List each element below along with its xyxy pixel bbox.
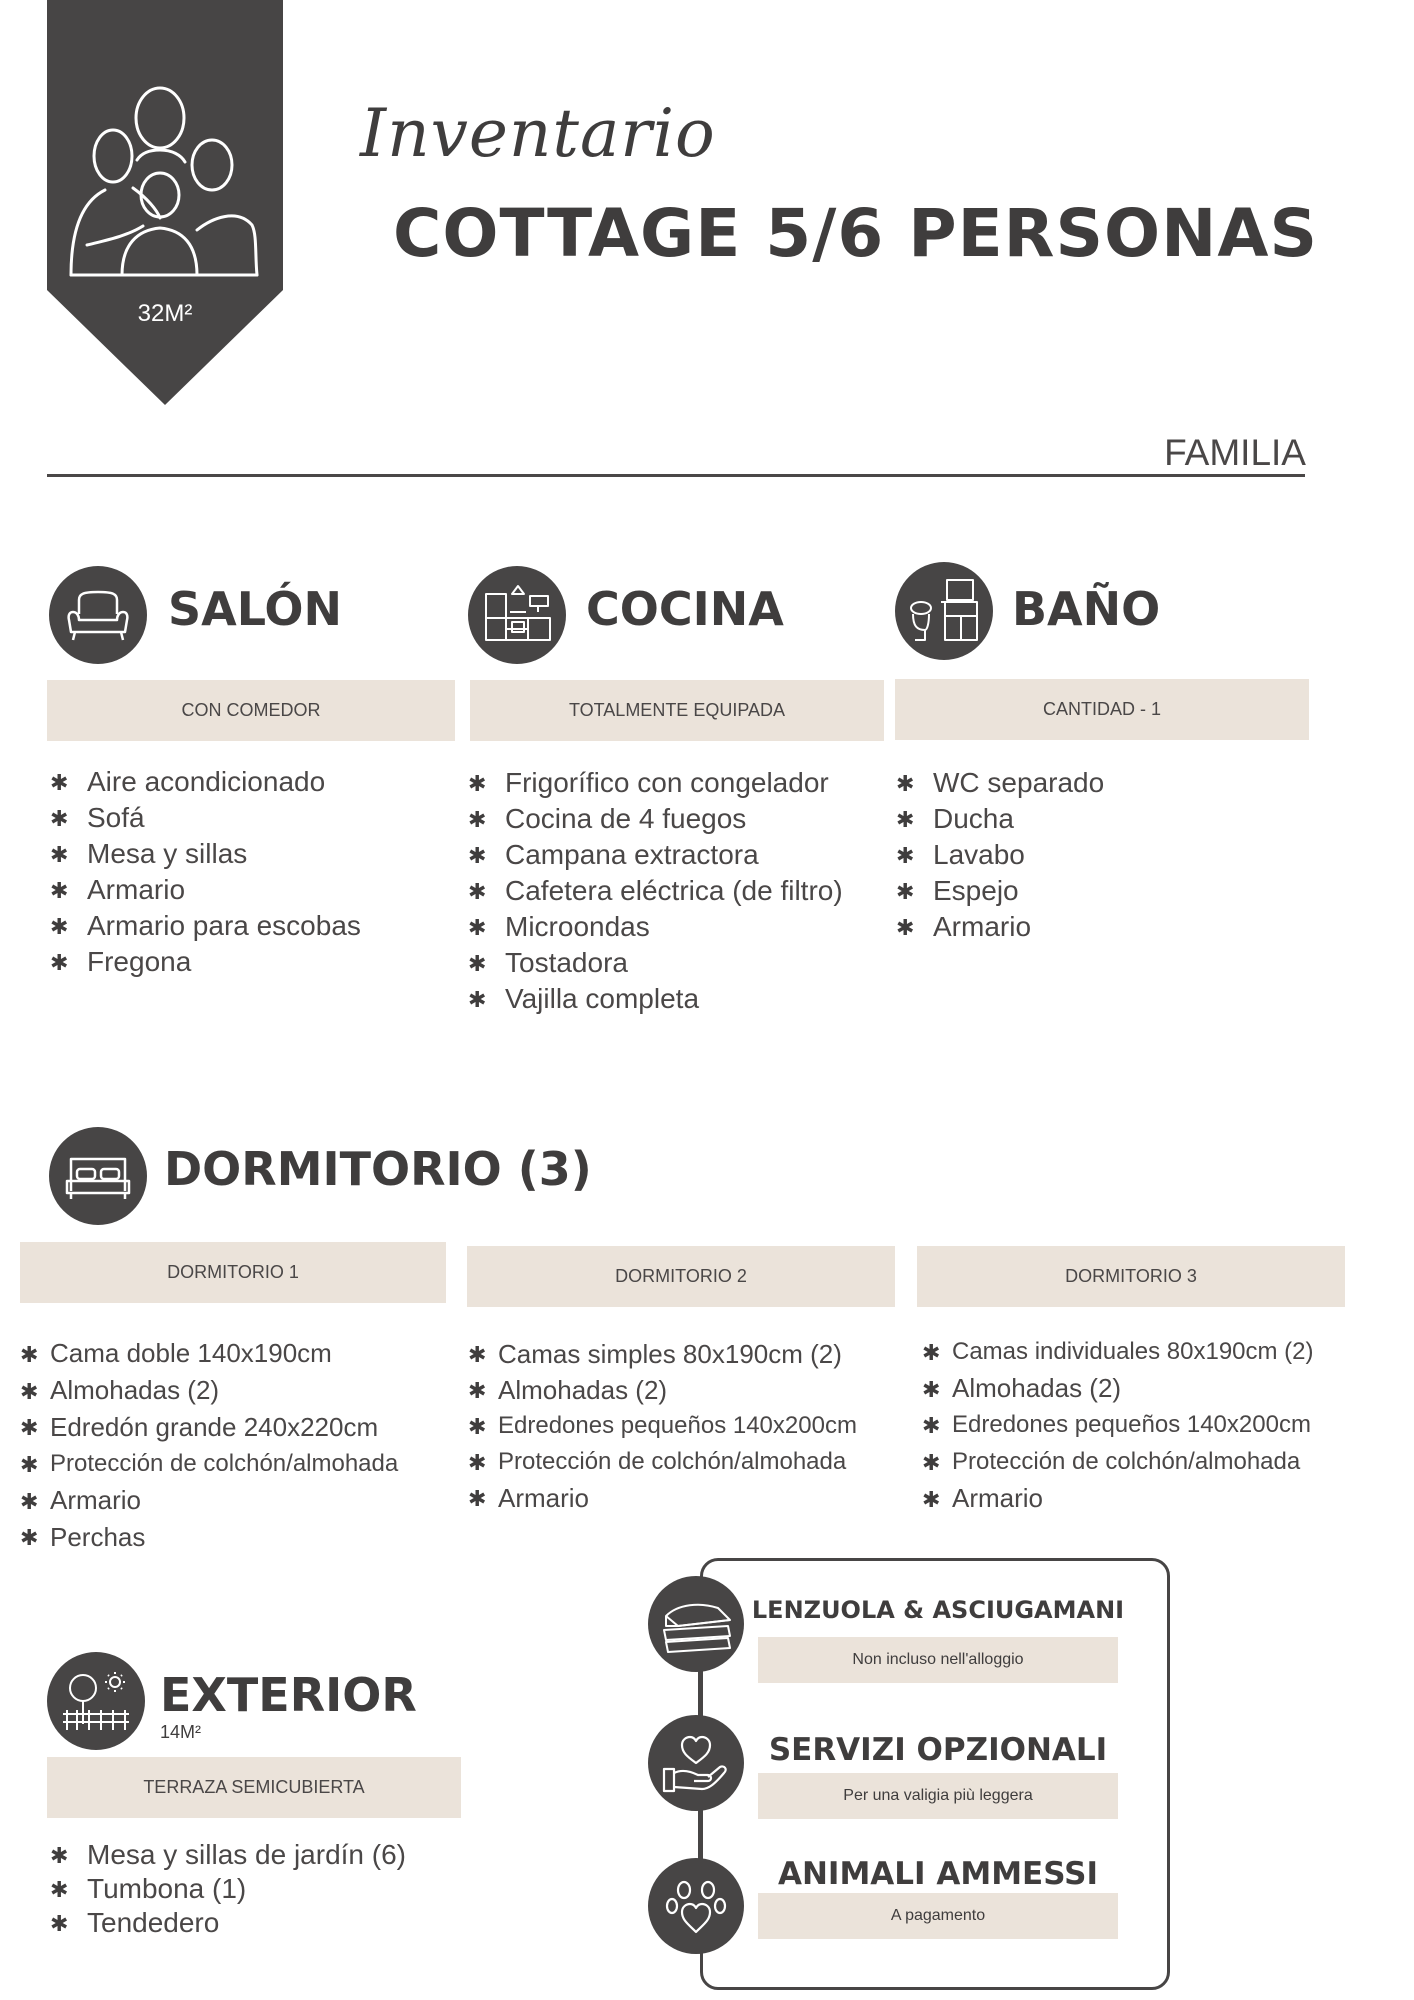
dormitorio-2-band: DORMITORIO 2 bbox=[467, 1246, 895, 1307]
garden-icon bbox=[47, 1652, 145, 1750]
list-item: ✱ Aire acondicionado bbox=[50, 764, 361, 800]
list-item: ✱ Mesa y sillas bbox=[50, 836, 361, 872]
bed-icon bbox=[49, 1127, 147, 1225]
service-note: Per una valigia più leggera bbox=[758, 1773, 1118, 1819]
service-title: SERVIZI OPZIONALI bbox=[768, 1732, 1108, 1768]
list-item: ✱ Protección de colchón/almohada bbox=[922, 1443, 1314, 1480]
list-item: ✱ Fregona bbox=[50, 944, 361, 980]
list-item: ✱ Edredones pequeños 140x200cm bbox=[468, 1408, 857, 1444]
area-label: 32M² bbox=[137, 300, 193, 327]
dormitorio-3-list bbox=[922, 1333, 1314, 1517]
section-title-exterior: EXTERIOR bbox=[160, 1668, 417, 1722]
list-item: ✱ Armario para escobas bbox=[50, 908, 361, 944]
list-item: ✱ Camas individuales 80x190cm (2) bbox=[922, 1333, 1314, 1370]
exterior-area: 14M² bbox=[160, 1722, 202, 1742]
list-item: ✱ Microondas bbox=[468, 909, 843, 945]
list-item: ✱ Vajilla completa bbox=[468, 981, 843, 1017]
dormitorio-1-list bbox=[20, 1335, 398, 1555]
section-title-bano: BAÑO bbox=[1012, 582, 1161, 636]
list-item: ✱ Edredones pequeños 140x200cm bbox=[922, 1407, 1314, 1443]
service-title: LENZUOLA & ASCIUGAMANI bbox=[751, 1596, 1125, 1624]
section-title-dormitorio: DORMITORIO (3) bbox=[164, 1142, 592, 1196]
folded-towels-icon bbox=[648, 1576, 744, 1672]
list-item: ✱ Armario bbox=[20, 1482, 398, 1519]
list-item: ✱ Almohadas (2) bbox=[20, 1372, 398, 1409]
list-item: ✱ Mesa y sillas de jardín (6) bbox=[50, 1838, 406, 1872]
section-title-cocina: COCINA bbox=[586, 582, 784, 636]
list-item: ✱ Almohadas (2) bbox=[468, 1372, 857, 1408]
family-pennant bbox=[47, 0, 283, 405]
list-item: ✱ Almohadas (2) bbox=[922, 1370, 1314, 1407]
armchair-icon bbox=[49, 566, 147, 664]
exterior-list bbox=[50, 1838, 406, 1940]
list-item: ✱ Camas simples 80x190cm (2) bbox=[468, 1336, 857, 1372]
cocina-list bbox=[468, 765, 843, 1017]
list-item: ✱ Perchas bbox=[20, 1519, 398, 1555]
list-item: ✱ Tumbona (1) bbox=[50, 1872, 406, 1906]
list-item: ✱ Cocina de 4 fuegos bbox=[468, 801, 843, 837]
list-item: ✱ Campana extractora bbox=[468, 837, 843, 873]
service-note: A pagamento bbox=[758, 1893, 1118, 1939]
list-item: ✱ WC separado bbox=[896, 765, 1104, 801]
list-item: ✱ Armario bbox=[468, 1480, 857, 1516]
salon-band: CON COMEDOR bbox=[47, 680, 455, 741]
list-item: ✱ Sofá bbox=[50, 800, 361, 836]
list-item: ✱ Protección de colchón/almohada bbox=[20, 1445, 398, 1482]
divider bbox=[47, 474, 1305, 477]
list-item: ✱ Lavabo bbox=[896, 837, 1104, 873]
bathroom-icon bbox=[895, 562, 993, 660]
page-title: COTTAGE 5/6 PERSONAS bbox=[393, 195, 1318, 272]
service-title: ANIMALI AMMESSI bbox=[777, 1856, 1099, 1892]
list-item: ✱ Espejo bbox=[896, 873, 1104, 909]
list-item: ✱ Cafetera eléctrica (de filtro) bbox=[468, 873, 843, 909]
list-item: ✱ Frigorífico con congelador bbox=[468, 765, 843, 801]
bano-band: CANTIDAD - 1 bbox=[895, 679, 1309, 740]
cocina-band: TOTALMENTE EQUIPADA bbox=[470, 680, 884, 741]
exterior-band: TERRAZA SEMICUBIERTA bbox=[47, 1757, 461, 1818]
list-item: ✱ Ducha bbox=[896, 801, 1104, 837]
list-item: ✱ Armario bbox=[896, 909, 1104, 945]
dormitorio-1-band: DORMITORIO 1 bbox=[20, 1242, 446, 1303]
paw-icon bbox=[648, 1858, 744, 1954]
list-item: ✱ Protección de colchón/almohada bbox=[468, 1444, 857, 1480]
bano-list bbox=[896, 765, 1104, 945]
section-title-salon: SALÓN bbox=[168, 582, 343, 636]
hand-heart-icon bbox=[648, 1715, 744, 1811]
list-item: ✱ Cama doble 140x190cm bbox=[20, 1335, 398, 1372]
category-label: FAMILIA bbox=[1164, 432, 1306, 473]
dormitorio-2-list bbox=[468, 1336, 857, 1516]
list-item: ✱ Tostadora bbox=[468, 945, 843, 981]
list-item: ✱ Armario bbox=[50, 872, 361, 908]
list-item: ✱ Edredón grande 240x220cm bbox=[20, 1409, 398, 1445]
salon-list bbox=[50, 764, 361, 980]
script-title: Inventario bbox=[360, 95, 716, 172]
kitchen-icon bbox=[468, 566, 566, 664]
service-note: Non incluso nell'alloggio bbox=[758, 1637, 1118, 1683]
dormitorio-3-band: DORMITORIO 3 bbox=[917, 1246, 1345, 1307]
list-item: ✱ Armario bbox=[922, 1480, 1314, 1517]
list-item: ✱ Tendedero bbox=[50, 1906, 406, 1940]
